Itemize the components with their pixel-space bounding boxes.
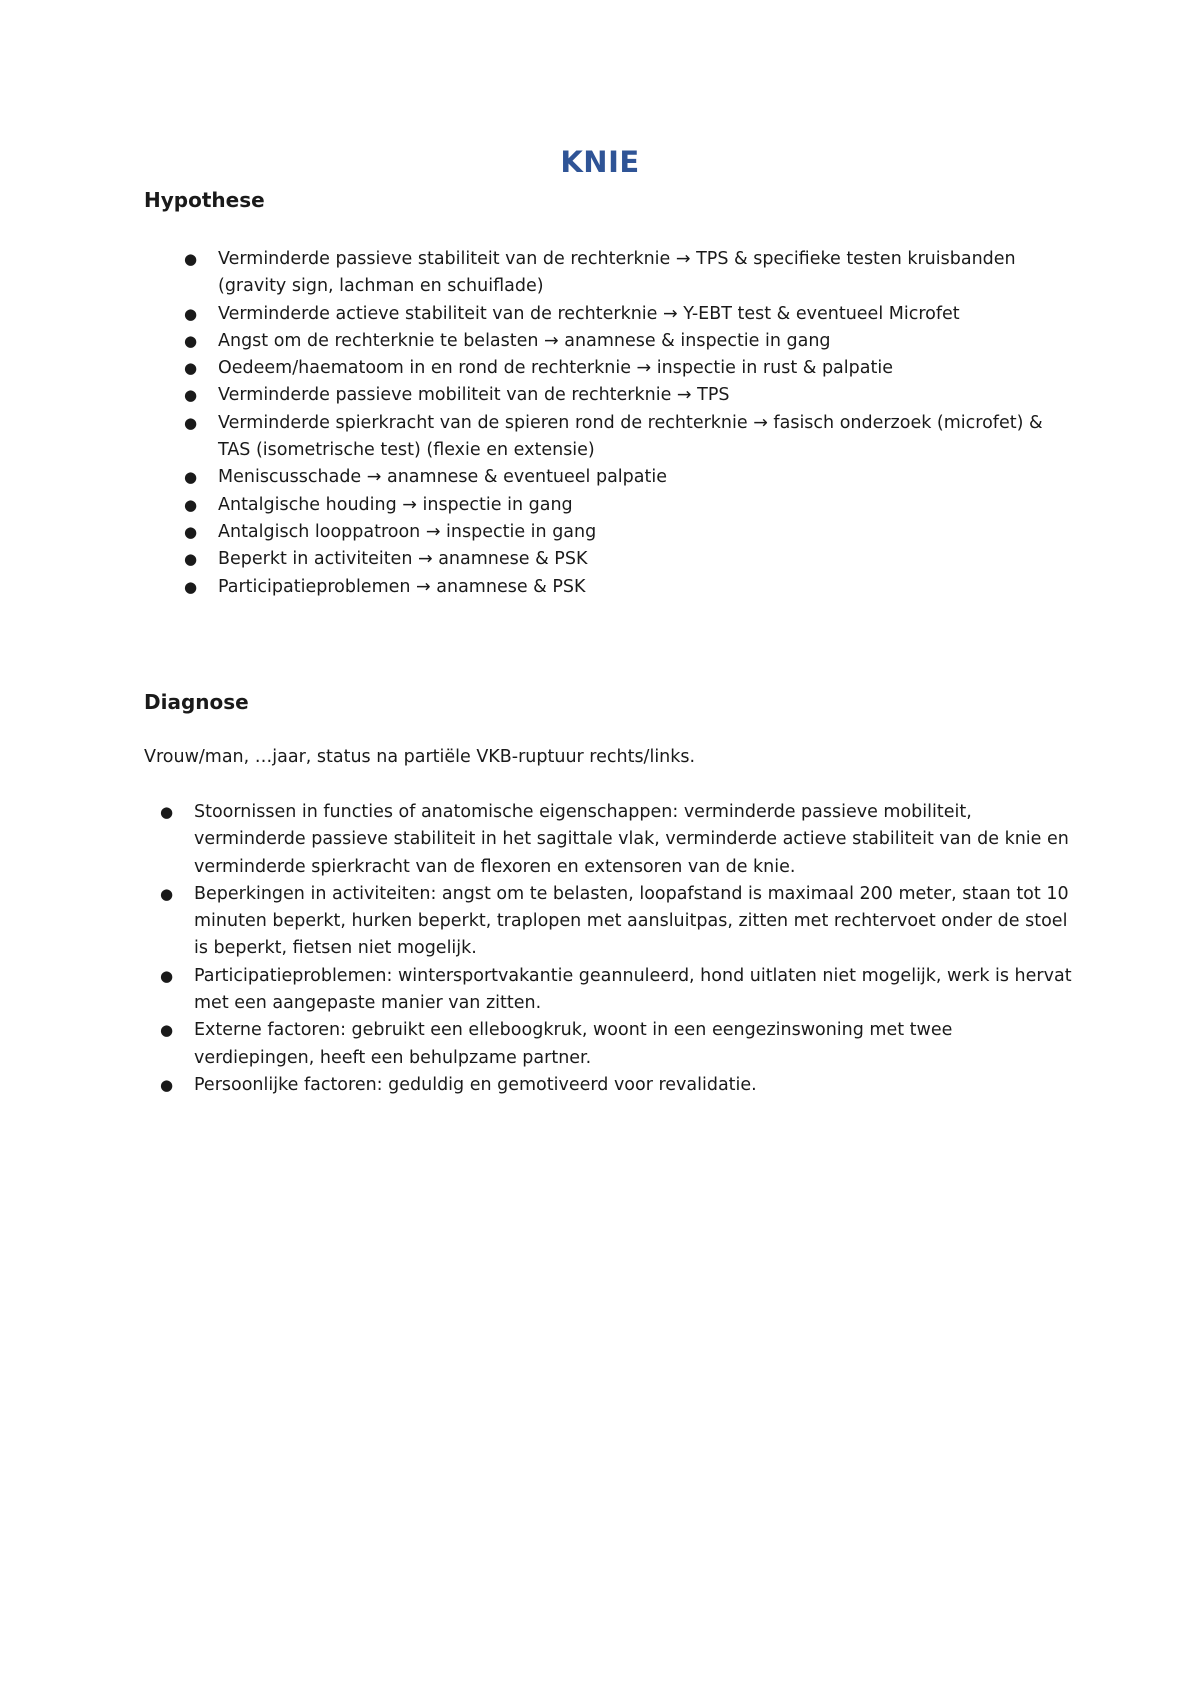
list-item-text: Antalgische houding → inspectie in gang — [218, 494, 573, 515]
bullet-icon: ● — [160, 966, 174, 985]
list-item-text: Oedeem/haematoom in en rond de rechterknie → inspectie in rust & palpatie — [218, 358, 893, 379]
list-item-text: Verminderde actieve stabiliteit van de rechterknie → Y-EBT test & eventueel Microfet — [218, 303, 960, 324]
bullet-icon: ● — [160, 803, 174, 821]
bullet-icon: ● — [184, 468, 198, 487]
hypothese-list — [184, 246, 1068, 601]
bullet-icon: ● — [184, 522, 198, 541]
bullet-icon: ● — [160, 1021, 174, 1040]
list-item-text: Meniscusschade → anamnese & eventueel palpatie — [218, 467, 667, 488]
hypothese-heading: Hypothese — [144, 188, 265, 212]
bullet-icon: ● — [184, 550, 198, 569]
list-item-text: Verminderde passieve mobiliteit van de rechterknie → TPS — [218, 385, 730, 406]
list-item — [184, 546, 1068, 573]
bullet-icon: ● — [184, 331, 198, 350]
list-item-text: Participatieproblemen: wintersportvakantie geannuleerd, hond uitlaten niet mogelijk, werk is hervat met een aangepaste manier van zitten. — [194, 965, 1072, 1014]
list-item-text: Participatieproblemen → anamnese & PSK — [218, 576, 586, 597]
list-item-text: Beperkt in activiteiten → anamnese & PSK — [218, 549, 588, 570]
bullet-icon: ● — [184, 413, 198, 432]
list-item-text: Beperkingen in activiteiten: angst om te belasten, loopafstand is maximaal 200 meter, staan tot 10 minuten beperkt, hurken beperkt, traplopen met aansluitpas, zitten met rechtervoet onder de stoel is beperkt, fietsen niet mogelijk. — [194, 883, 1069, 959]
bullet-icon: ● — [184, 386, 198, 405]
diagnose-list — [160, 799, 1074, 1099]
diagnose-heading: Diagnose — [144, 690, 249, 714]
list-item — [184, 574, 1068, 601]
list-item-text: Antalgisch looppatroon → inspectie in gang — [218, 521, 597, 542]
bullet-icon: ● — [184, 250, 198, 268]
diagnose-intro: Vrouw/man, …jaar, status na partiële VKB-ruptuur rechts/links. — [144, 747, 696, 767]
list-item — [184, 355, 1068, 382]
bullet-icon: ● — [160, 884, 174, 903]
list-item — [184, 301, 1068, 328]
list-item — [160, 963, 1074, 1018]
list-item — [184, 464, 1068, 491]
bullet-icon: ● — [184, 359, 198, 378]
list-item — [184, 382, 1068, 409]
list-item — [160, 1072, 1074, 1099]
list-item — [184, 492, 1068, 519]
bullet-icon: ● — [184, 304, 198, 323]
list-item — [184, 519, 1068, 546]
list-item — [184, 328, 1068, 355]
list-item-text: Externe factoren: gebruikt een elleboogkruk, woont in een eengezinswoning met twee verdiepingen, heeft een behulpzame partner. — [194, 1020, 953, 1068]
list-item-text: Angst om de rechterknie te belasten → anamnese & inspectie in gang — [218, 330, 831, 351]
list-item — [184, 410, 1068, 465]
list-item-text: Stoornissen in functies of anatomische eigenschappen: verminderde passieve mobiliteit, verminderde passieve stabiliteit in het sagittale vlak, verminderde actieve stabiliteit van de knie en verminderde spierkracht van de flexoren en extensoren van de knie. — [194, 802, 1069, 877]
bullet-icon: ● — [184, 495, 198, 514]
list-item-text: Verminderde spierkracht van de spieren rond de rechterknie → fasisch onderzoek (microfet) & TAS (isometrische test) (flexie en extensie) — [218, 412, 1043, 461]
bullet-icon: ● — [160, 1075, 174, 1094]
list-item-text: Verminderde passieve stabiliteit van de rechterknie → TPS & specifieke testen kruisbanden (gravity sign, lachman en schuiflade) — [218, 249, 1016, 297]
list-item-text: Persoonlijke factoren: geduldig en gemotiveerd voor revalidatie. — [194, 1074, 757, 1095]
list-item — [184, 246, 1068, 301]
document-title: KNIE — [560, 145, 640, 179]
bullet-icon: ● — [184, 577, 198, 596]
list-item — [160, 1017, 1074, 1072]
list-item — [160, 799, 1074, 881]
list-item — [160, 881, 1074, 963]
